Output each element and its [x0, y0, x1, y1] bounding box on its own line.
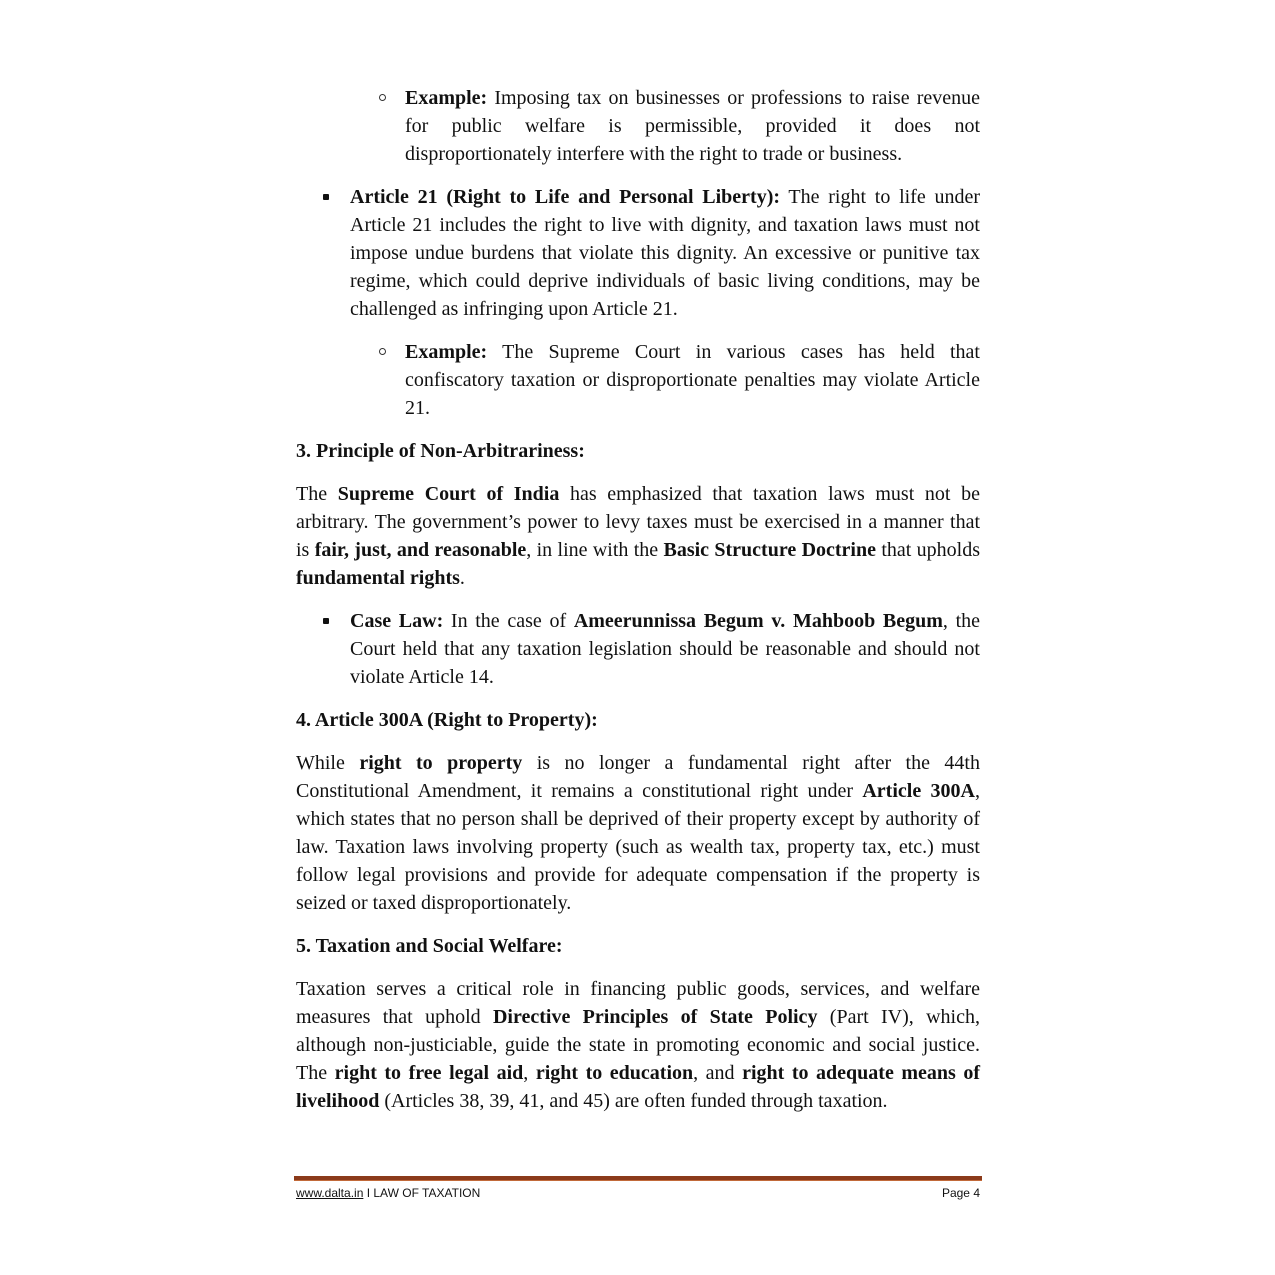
text-run: , which states that no person shall be deprived of their property except by authority of law. Taxation laws involving property (such as wealth tax, property tax, etc.) must follow legal provisions and provide for adequate compensation if the property is seized or taxed disproportionately. — [296, 780, 980, 914]
text-run: that upholds — [875, 539, 980, 561]
text-run: is no longer a fundamental right after the 44th Constitutional Amendment, it remains a constitutional right under — [296, 752, 980, 802]
bold-run: right to education — [535, 1062, 694, 1084]
text-run: , the Court held that any taxation legislation should be reasonable and should not violate Article 14. — [350, 610, 981, 688]
footer-rule — [294, 1176, 982, 1181]
text-run: The — [296, 483, 338, 505]
text-run: , — [523, 1062, 536, 1084]
bold-run: Basic Structure Doctrine — [663, 539, 876, 561]
page-number: Page 4 — [941, 1186, 980, 1200]
bold-run: Directive Principles of State Policy — [492, 1006, 818, 1028]
document-page — [296, 84, 980, 1130]
text-run: While — [296, 752, 360, 774]
square-bullet-icon — [323, 194, 329, 200]
text-run: has emphasized that taxation laws must not be arbitrary. The government’s power to levy taxes must be exercised in a manner that is — [296, 483, 980, 561]
heading-non-arbitrariness: 3. Principle of Non-Arbitrariness: — [296, 440, 585, 462]
bold-run: right to adequate means of livelihood — [296, 1062, 981, 1112]
article-21-item — [350, 183, 980, 323]
bold-run: fundamental rights — [296, 567, 460, 589]
text-run: Taxation serves a critical role in financing public goods, services, and welfare measures that uphold — [296, 978, 980, 1028]
text-run: In the case of — [443, 610, 574, 632]
example-text: Imposing tax on businesses or professions to raise revenue for public welfare is permissible, provided it does not disproportionately interfere with the right to trade or business. — [405, 87, 980, 165]
footer-title: I LAW OF TAXATION — [363, 1186, 481, 1200]
example-item — [405, 338, 980, 422]
example-label: Example: — [405, 87, 488, 109]
example-text: The Supreme Court in various cases has held that confiscatory taxation or disproportionate penalties may violate Article 21. — [405, 341, 980, 419]
article-21-label: Article 21 (Right to Life and Personal Liberty): — [350, 186, 781, 208]
bold-run: right to property — [359, 752, 523, 774]
paragraph-article-300a — [296, 749, 980, 917]
text-run: , and — [693, 1062, 743, 1084]
bold-run: Article 300A — [862, 780, 975, 802]
heading-article-300a: 4. Article 300A (Right to Property): — [296, 709, 598, 731]
bold-run: right to free legal aid — [334, 1062, 524, 1084]
text-run: , in line with the — [526, 539, 664, 561]
square-bullet-icon — [323, 618, 329, 624]
example-label: Example: — [405, 341, 488, 363]
heading-social-welfare: 5. Taxation and Social Welfare: — [296, 935, 563, 957]
text-run: (Articles 38, 39, 41, and 45) are often funded through taxation. — [379, 1090, 888, 1112]
article-21-text: The right to life under Article 21 includes the right to live with dignity, and taxation laws must not impose undue burdens that violate this dignity. An excessive or punitive tax regime, which could deprive individuals of basic living conditions, may be challenged as infringing upon Article 21. — [350, 186, 980, 320]
footer-left — [296, 1186, 480, 1200]
case-law-item — [350, 607, 980, 691]
paragraph-social-welfare — [296, 975, 980, 1115]
text-run: (Part IV), which, although non-justiciable, guide the state in promoting economic and social justice. The — [296, 1006, 980, 1084]
site-link[interactable]: www.dalta.in — [296, 1186, 364, 1200]
paragraph-non-arbitrariness — [296, 480, 980, 592]
page-footer — [296, 1186, 980, 1200]
bold-run: fair, just, and reasonable — [314, 539, 527, 561]
circle-bullet-icon — [379, 348, 386, 355]
example-item — [405, 84, 980, 168]
case-law-label: Case Law: — [350, 610, 444, 632]
bold-run: Supreme Court of India — [337, 483, 560, 505]
circle-bullet-icon — [379, 94, 386, 101]
bold-run: Ameerunnissa Begum v. Mahboob Begum — [573, 610, 943, 632]
text-run: . — [459, 567, 465, 589]
